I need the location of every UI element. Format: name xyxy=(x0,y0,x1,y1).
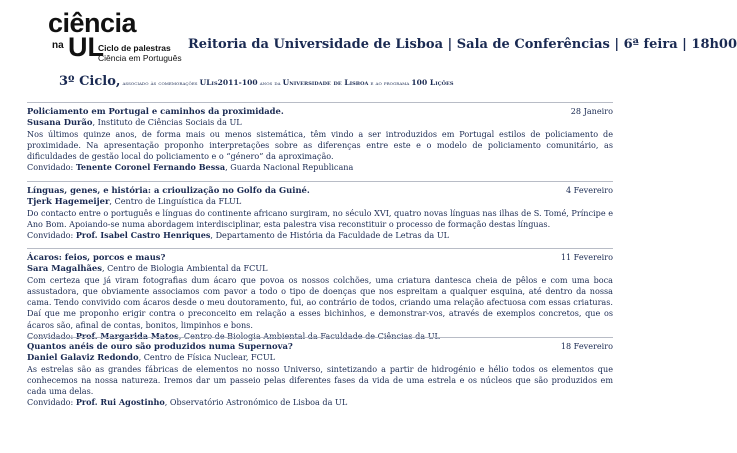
guest-name: Prof. Rui Agostinho xyxy=(75,397,165,408)
ciencia-na-ul-logo xyxy=(46,8,182,68)
guest-name: Prof. Isabel Castro Henriques xyxy=(75,230,211,241)
guest-label: Convidado: xyxy=(27,397,76,408)
logo-line-ciclo: Ciclo de palestras xyxy=(98,43,171,53)
talk-speaker: Sara Magalhães xyxy=(27,263,102,274)
cycle-ulis: ULis2011-100 xyxy=(199,78,258,87)
cycle-university: Universidade de Lisboa xyxy=(282,78,369,87)
talk-title: Policiamento em Portugal e caminhos da proximidade. xyxy=(27,106,284,116)
talk-affiliation: , Instituto de Ciências Sociais da UL xyxy=(92,117,242,128)
cycle-text-1: associado às comemorações xyxy=(120,80,200,87)
talk-speaker: Daniel Galaviz Redondo xyxy=(27,352,139,363)
talk-date: 18 Fevereiro xyxy=(560,341,613,351)
header-title: Reitoria da Universidade de Lisboa | Sala de Conferências | 6ª feira | 18h00 xyxy=(188,37,737,52)
talk-title: Línguas, genes, e história: a crioulização no Golfo da Guiné. xyxy=(27,185,310,195)
talk-date: 11 Fevereiro xyxy=(560,252,613,262)
talk-affiliation: , Centro de Física Nuclear, FCUL xyxy=(138,352,276,363)
guest-affiliation: , Departamento de História da Faculdade de Letras da UL xyxy=(210,230,450,241)
guest-affiliation: , Observatório Astronómico de Lisboa da UL xyxy=(164,397,348,408)
logo-word-ciencia: ciência xyxy=(48,8,137,38)
guest-affiliation: , Centro de Biologia Ambiental da Faculdade de Ciências da UL xyxy=(178,331,440,342)
guest-label: Convidado: xyxy=(27,230,76,241)
cycle-text-3: e ao programa xyxy=(368,80,412,87)
cycle-number: 3º Ciclo, xyxy=(59,74,121,89)
talk-abstract: Com certeza que já viram fotografias dum ácaro que povoa os nossos colchões, uma criatura dantesca cheia de pêlos e com uma boca assustadora, que obviamente associamos com pavor a todo o tipo de doenças que nos espreitam a qualquer esquina, até dentro da nossa cama. Tendo convivido com ácaros desde o meu doutoramento, fui, ao contrário de todos, criando uma relação afectuosa com essas criaturas. Daí que me proponho erigir contra o preconceito em relação a esses bichinhos, e demonstrar-vos, através de exemplos concretos, que os ácaros são, afinal de contas, bonitos, limpinhos e bons. xyxy=(27,274,613,330)
logo-word-na: na xyxy=(52,40,64,51)
guest-name: Prof. Margarida Matos xyxy=(75,331,179,342)
guest-name: Tenente Coronel Fernando Bessa xyxy=(75,162,226,173)
talk-date: 28 Janeiro xyxy=(570,106,613,116)
talk-speaker: Tjerk Hagemeijer xyxy=(27,196,110,207)
cycle-line xyxy=(59,70,454,89)
talk-entry xyxy=(27,248,613,342)
guest-label: Convidado: xyxy=(27,162,76,173)
guest-label: Convidado: xyxy=(27,331,76,342)
talk-abstract: Do contacto entre o português e línguas do continente africano surgiram, no século XVI, quatro novas línguas nas ilhas de S. Tomé, Príncipe e Ano Bom. Apoiando-se numa abordagem interdisciplinar, esta palestra visa reconstituir o processo de formação destas línguas. xyxy=(27,207,613,229)
guest-affiliation: , Guarda Nacional Republicana xyxy=(225,162,354,173)
talk-date: 4 Fevereiro xyxy=(565,185,613,195)
cycle-program: 100 Lições xyxy=(411,78,454,87)
talk-entry xyxy=(27,337,613,409)
talk-abstract: Nos últimos quinze anos, de forma mais ou menos sistemática, têm vindo a ser introduzidos em Portugal estilos de policiamento de proximidade. Na apresentação proponho interpretações sobre as diferenças entre este e o modelo de policiamento comunitário, as dificuldades de gestão local do policiamento e o “género” da aproximação. xyxy=(27,128,613,162)
talk-entry xyxy=(27,181,613,241)
talk-speaker: Susana Durão xyxy=(27,117,93,128)
logo-word-ul: UL xyxy=(68,32,104,62)
talk-affiliation: , Centro de Linguística da FLUL xyxy=(109,196,242,207)
talk-abstract: As estrelas são as grandes fábricas de elementos no nosso Universo, sintetizando a partir de hidrogénio e hélio todos os elementos que conhecemos na nossa natureza. Iremos dar um passeio pelas diferentes fases da vida de uma estrela e os núcleos que são produzidos em cada uma delas. xyxy=(27,363,613,397)
logo-line-ciencia-portugues: Ciência em Português xyxy=(98,53,182,63)
talk-title: Quantos anéis de ouro são produzidos numa Supernova? xyxy=(27,341,293,351)
cycle-text-2: anos da xyxy=(257,80,283,87)
talk-entry xyxy=(27,102,613,174)
talk-affiliation: , Centro de Biologia Ambiental da FCUL xyxy=(101,263,268,274)
talk-title: Ácaros: feios, porcos e maus? xyxy=(27,252,166,262)
